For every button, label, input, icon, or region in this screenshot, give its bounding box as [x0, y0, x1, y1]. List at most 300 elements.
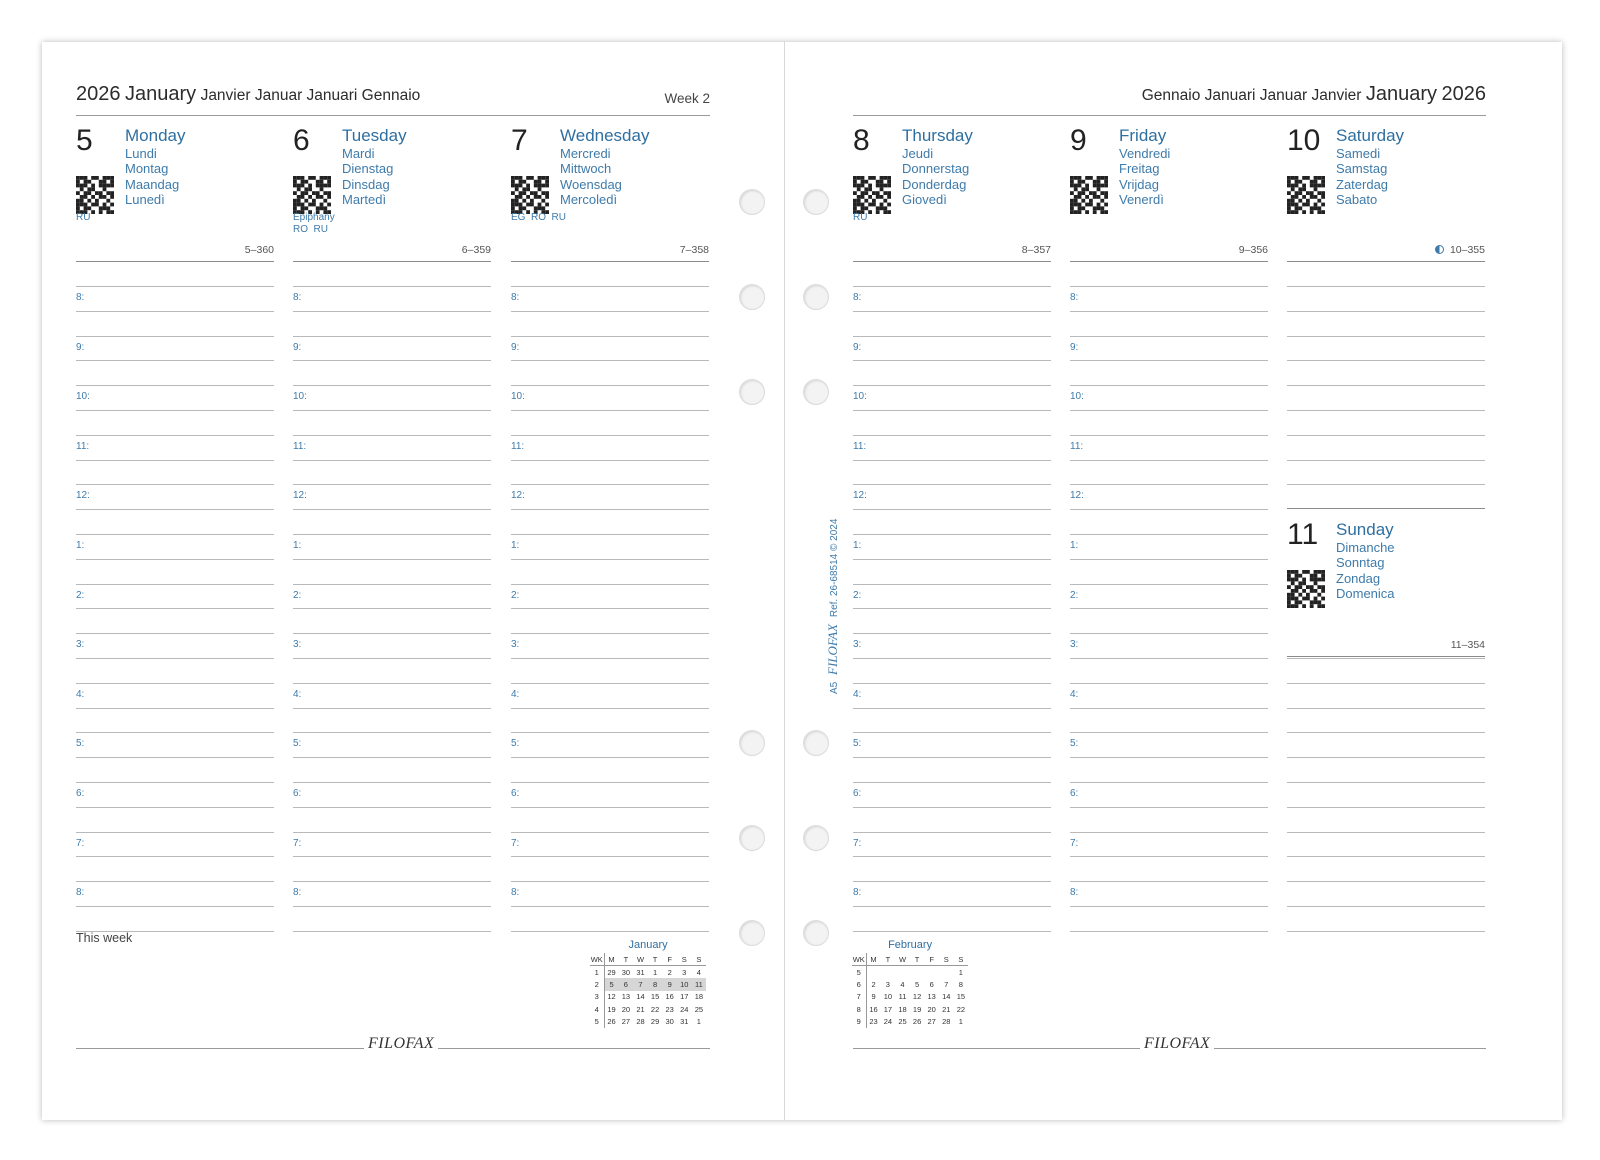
- hour-label: 12:: [76, 490, 90, 501]
- ruled-line: [76, 534, 274, 535]
- day-number: 10: [1287, 124, 1321, 157]
- mini-calendar-week-row: [590, 1003, 706, 1016]
- ruled-line: [76, 856, 274, 857]
- weekday-header: M: [866, 953, 881, 966]
- left-page-header: [76, 82, 710, 116]
- hour-label: 12:: [1070, 490, 1084, 501]
- ruled-line: [1287, 460, 1485, 461]
- ruled-line: [853, 534, 1051, 535]
- hour-label: 3:: [76, 639, 85, 650]
- ruled-line: [853, 856, 1051, 857]
- ruled-line: [1070, 435, 1268, 436]
- hour-label: 5:: [293, 738, 302, 749]
- date-cell: 30: [621, 967, 631, 977]
- ruled-line: [293, 385, 491, 386]
- ruled-line: [511, 683, 709, 684]
- week-number: Week 2: [664, 91, 710, 106]
- ruled-line: [293, 360, 491, 361]
- ruled-line: [511, 286, 709, 287]
- weekday-header: F: [662, 953, 677, 966]
- ruled-line: [293, 856, 491, 857]
- ruled-line: [511, 460, 709, 461]
- day-of-year-value: 10–355: [1449, 244, 1485, 256]
- ruled-line: [293, 881, 491, 882]
- date-cell: 18: [898, 1004, 907, 1014]
- day-of-year: [1287, 244, 1485, 256]
- ruled-line: [511, 336, 709, 337]
- ruled-line: [511, 807, 709, 808]
- spine-reference: [825, 519, 841, 694]
- hour-label: 7:: [1070, 838, 1079, 849]
- ruled-line: [853, 881, 1051, 882]
- ruled-line: [511, 757, 709, 758]
- day-header: [293, 126, 491, 226]
- hour-label: 11:: [1070, 441, 1084, 452]
- ruled-line: [76, 683, 274, 684]
- week-number-cell: 6: [852, 978, 866, 991]
- ruled-line: [76, 410, 274, 411]
- ruled-line: [511, 931, 709, 932]
- date-cell: [939, 966, 954, 979]
- day-number: 7: [511, 124, 528, 157]
- date-cell: 30: [665, 1017, 674, 1027]
- day-name-translations: [1119, 146, 1170, 208]
- ruled-line: [1070, 906, 1268, 907]
- hour-label: 5:: [1070, 738, 1079, 749]
- day-of-year-value: 6–359: [461, 244, 491, 256]
- weekday-header: W: [633, 953, 648, 966]
- mini-calendar-header-row: [852, 953, 968, 966]
- binder-hole: [739, 920, 765, 946]
- date-cell: 15: [956, 992, 966, 1002]
- date-cell: 2: [667, 967, 672, 977]
- ruled-line: [853, 658, 1051, 659]
- date-cell: 22: [650, 1004, 660, 1014]
- left-month-translations: Janvier Januar Januari Gennaio: [200, 87, 421, 104]
- hour-label: 6:: [1070, 788, 1079, 799]
- right-month-heading: [1142, 83, 1486, 106]
- ruled-line: [293, 807, 491, 808]
- hour-label: 9:: [853, 342, 862, 353]
- date-cell: 1: [958, 967, 963, 977]
- date-cell: 14: [942, 992, 951, 1002]
- week-number-cell: 5: [852, 966, 866, 979]
- ruled-line: [853, 931, 1051, 932]
- date-cell: 2: [871, 979, 876, 989]
- ruled-line: [76, 807, 274, 808]
- right-page-header: [853, 82, 1486, 116]
- day-name: Thursday: [902, 126, 973, 145]
- date-cell: 16: [869, 1004, 878, 1014]
- weekday-header: T: [910, 953, 925, 966]
- date-cell: 11: [898, 992, 907, 1002]
- day-name-translations: [1336, 540, 1395, 602]
- day-translation: Vendredi: [1119, 146, 1171, 161]
- date-cell: 9: [662, 978, 677, 991]
- week-number-cell: 1: [590, 966, 604, 979]
- ruled-line: [511, 906, 709, 907]
- day-header: [1070, 126, 1268, 226]
- day-divider: [1070, 261, 1268, 262]
- hour-label: 8:: [76, 887, 85, 898]
- binder-hole: [739, 379, 765, 405]
- binder-hole: [803, 189, 829, 215]
- ruled-line: [76, 336, 274, 337]
- ruled-line: [1287, 881, 1485, 882]
- ruled-line: [1287, 782, 1485, 783]
- ruled-line: [1070, 757, 1268, 758]
- day-number: 11: [1287, 518, 1319, 551]
- hour-label: 1:: [293, 540, 302, 551]
- day-translation: Maandag: [125, 176, 180, 192]
- ruled-line: [1287, 732, 1485, 733]
- date-cell: 7: [944, 979, 949, 989]
- week-number-cell: 5: [590, 1016, 604, 1029]
- day-divider: [293, 261, 491, 262]
- mini-calendar-week-row: [852, 1003, 968, 1016]
- ruled-line: [853, 832, 1051, 833]
- right-month: January: [1365, 83, 1438, 105]
- week-number-cell: 8: [852, 1003, 866, 1016]
- mini-calendar-week-row: [852, 978, 968, 991]
- ruled-line: [293, 484, 491, 485]
- date-cell: 16: [665, 992, 674, 1002]
- ruled-line: [853, 435, 1051, 436]
- ruled-line: [1070, 559, 1268, 560]
- hour-label: 10:: [76, 391, 90, 402]
- left-month-heading: [76, 83, 420, 106]
- day-translation: Sonntag: [1336, 555, 1385, 571]
- day-name: Friday: [1119, 126, 1167, 145]
- day-translation: Zondag: [1336, 570, 1381, 586]
- mini-calendar-week-row: [852, 1016, 968, 1029]
- moon-phase-icon: [1435, 245, 1444, 254]
- left-year: 2026: [76, 83, 121, 105]
- hour-label: 8:: [511, 887, 520, 898]
- ruled-line: [853, 584, 1051, 585]
- ruled-line: [76, 559, 274, 560]
- day-of-year-value: 7–358: [679, 244, 709, 256]
- date-cell: 27: [927, 1017, 936, 1027]
- day-translation: Dimanche: [1336, 540, 1395, 555]
- ruled-line: [293, 534, 491, 535]
- ruled-line: [853, 633, 1051, 634]
- weekday-header: T: [619, 953, 634, 966]
- hour-label: 7:: [293, 838, 302, 849]
- ruled-line: [293, 633, 491, 634]
- day-translation: Montag: [125, 161, 169, 177]
- ruled-line: [511, 410, 709, 411]
- hour-label: 10:: [511, 391, 525, 402]
- ruled-line: [1070, 881, 1268, 882]
- ruled-line: [76, 484, 274, 485]
- date-cell: 10: [883, 992, 893, 1002]
- ruled-line: [293, 683, 491, 684]
- hour-label: 4:: [293, 689, 302, 700]
- week-number-cell: 7: [852, 991, 866, 1004]
- day-name: Saturday: [1336, 126, 1405, 145]
- day-translation: Zaterdag: [1336, 176, 1389, 192]
- day-translation: Lundi: [125, 146, 157, 161]
- day-name-translations: [125, 146, 179, 208]
- hour-label: 4:: [76, 689, 85, 700]
- date-cell: 24: [680, 1004, 689, 1014]
- date-cell: 26: [912, 1017, 922, 1027]
- date-cell: 28: [636, 1017, 645, 1027]
- day-translation: Woensdag: [560, 176, 622, 192]
- binder-hole: [739, 284, 765, 310]
- day-header: [511, 126, 709, 226]
- day-translation: Dienstag: [342, 161, 394, 177]
- date-cell: 7: [633, 978, 648, 991]
- hour-label: 3:: [1070, 639, 1079, 650]
- date-cell: 19: [912, 1004, 922, 1014]
- day-translation: Mardi: [342, 146, 375, 161]
- day-translation: Venerdì: [1119, 192, 1164, 208]
- hour-label: 8:: [853, 292, 862, 303]
- hour-label: 2:: [293, 590, 302, 601]
- ruled-line: [1070, 360, 1268, 361]
- ruled-line: [1287, 410, 1485, 411]
- ruled-line: [76, 608, 274, 609]
- day-translation: Domenica: [1336, 586, 1395, 602]
- ruled-line: [1070, 807, 1268, 808]
- spine-logo: FILOFAX: [825, 623, 840, 675]
- day-name-translations: [902, 146, 969, 208]
- day-divider: [1287, 261, 1485, 262]
- ruled-line: [511, 584, 709, 585]
- date-cell: 1: [958, 1017, 963, 1027]
- day-name-translations: [342, 146, 393, 208]
- hour-label: 7:: [511, 838, 520, 849]
- ruled-line: [1287, 856, 1485, 857]
- hour-label: 8:: [853, 887, 862, 898]
- ruled-line: [1287, 807, 1485, 808]
- hour-label: 9:: [293, 342, 302, 353]
- ruled-line: [1070, 385, 1268, 386]
- date-cell: 6: [929, 979, 934, 989]
- ruled-line: [511, 633, 709, 634]
- day-divider: [853, 261, 1051, 262]
- ruled-line: [1070, 286, 1268, 287]
- hour-label: 8:: [1070, 292, 1079, 303]
- day-name-translations: [560, 146, 622, 208]
- ruled-line: [853, 360, 1051, 361]
- ruled-line: [511, 782, 709, 783]
- ruled-line: [511, 534, 709, 535]
- date-cell: 18: [694, 992, 704, 1002]
- week-number-cell: 4: [590, 1003, 604, 1016]
- ruled-line: [1070, 534, 1268, 535]
- mini-calendar-february: [852, 939, 968, 1028]
- weekday-header: T: [881, 953, 896, 966]
- date-cell: 4: [900, 979, 905, 989]
- ruled-line: [76, 881, 274, 882]
- ruled-line: [1070, 856, 1268, 857]
- mini-calendar-week-row: [590, 978, 706, 991]
- left-brand-logo: FILOFAX: [364, 1035, 438, 1053]
- ruled-line: [1070, 708, 1268, 709]
- ruled-line: [1070, 608, 1268, 609]
- date-cell: 12: [607, 992, 616, 1002]
- weekday-header: S: [692, 953, 707, 966]
- ruled-line: [293, 509, 491, 510]
- ruled-line: [1070, 410, 1268, 411]
- day-number: 5: [76, 124, 93, 157]
- day-translation: Mittwoch: [560, 161, 612, 177]
- ruled-line: [853, 807, 1051, 808]
- ruled-line: [76, 509, 274, 510]
- hour-label: 3:: [511, 639, 520, 650]
- ruled-line: [853, 683, 1051, 684]
- qr-code-icon: [76, 176, 114, 214]
- day-name: Wednesday: [560, 126, 650, 145]
- ruled-line: [853, 906, 1051, 907]
- ruled-line: [853, 311, 1051, 312]
- day-header: [1287, 520, 1485, 620]
- qr-code-icon: [1287, 570, 1325, 608]
- date-cell: 19: [607, 1004, 616, 1014]
- hour-label: 8:: [1070, 887, 1079, 898]
- date-cell: 4: [696, 967, 701, 977]
- qr-code-icon: [1070, 176, 1108, 214]
- ruled-line: [1287, 906, 1485, 907]
- hour-label: 6:: [511, 788, 520, 799]
- day-name: Monday: [125, 126, 186, 145]
- date-cell: 1: [652, 967, 658, 977]
- date-cell: 31: [636, 967, 645, 977]
- day-translation: Martedì: [342, 192, 387, 208]
- day-of-year: [853, 244, 1051, 256]
- ruled-line: [853, 336, 1051, 337]
- weekday-header: WK: [590, 954, 603, 964]
- date-cell: 23: [665, 1004, 674, 1014]
- mini-calendar-week-row: [590, 966, 706, 979]
- day-translation: Donnerstag: [902, 161, 970, 177]
- date-cell: 20: [927, 1004, 936, 1014]
- ruled-line: [853, 484, 1051, 485]
- date-cell: 5: [604, 978, 619, 991]
- day-translation: Lunedì: [125, 192, 165, 208]
- hour-label: 4:: [1070, 689, 1079, 700]
- ruled-line: [511, 559, 709, 560]
- ruled-line: [1287, 360, 1485, 361]
- date-cell: [895, 966, 910, 979]
- hour-label: 3:: [293, 639, 302, 650]
- date-cell: 13: [621, 992, 631, 1002]
- ruled-line: [293, 708, 491, 709]
- hour-label: 4:: [853, 689, 862, 700]
- right-month-translations: Gennaio Januari Januar Janvier: [1141, 87, 1362, 104]
- ruled-line: [511, 708, 709, 709]
- day-header: [76, 126, 274, 226]
- ruled-line: [511, 311, 709, 312]
- binder-hole: [739, 730, 765, 756]
- weekday-header: M: [604, 953, 619, 966]
- ruled-line: [293, 286, 491, 287]
- ruled-line: [293, 832, 491, 833]
- ruled-line: [1287, 708, 1485, 709]
- ruled-line: [511, 881, 709, 882]
- date-cell: 3: [682, 967, 687, 977]
- ruled-line: [853, 385, 1051, 386]
- hour-label: 12:: [293, 490, 307, 501]
- date-cell: 24: [883, 1017, 893, 1027]
- date-cell: 25: [898, 1017, 907, 1027]
- date-cell: 20: [621, 1004, 631, 1014]
- spine-size: A5: [829, 681, 840, 694]
- hour-label: 2:: [1070, 590, 1079, 601]
- hour-label: 3:: [853, 639, 862, 650]
- binder-hole: [803, 379, 829, 405]
- hour-label: 8:: [511, 292, 520, 303]
- day-of-year: 11–354: [1450, 639, 1485, 651]
- this-week-label: This week: [76, 931, 133, 945]
- hour-label: 11:: [511, 441, 525, 452]
- ruled-line: [293, 757, 491, 758]
- date-cell: 6: [619, 978, 634, 991]
- ruled-line: [511, 484, 709, 485]
- ruled-line: [1287, 832, 1485, 833]
- date-cell: 15: [650, 992, 660, 1002]
- hour-label: 9:: [76, 342, 85, 353]
- ruled-line: [1070, 584, 1268, 585]
- ruled-line: [511, 732, 709, 733]
- date-cell: [910, 966, 925, 979]
- weekday-header: T: [648, 953, 663, 966]
- week-number-cell: 2: [590, 978, 604, 991]
- day-translation: Jeudi: [902, 146, 934, 161]
- ruled-line: [76, 385, 274, 386]
- ruled-line: [293, 559, 491, 560]
- ruled-line: [1070, 931, 1268, 932]
- qr-code-icon: [853, 176, 891, 214]
- ruled-line: [76, 906, 274, 907]
- date-cell: [924, 966, 939, 979]
- ruled-line: [511, 658, 709, 659]
- ruled-line: [1070, 658, 1268, 659]
- hour-label: 5:: [853, 738, 862, 749]
- date-cell: 21: [942, 1004, 951, 1014]
- date-cell: 21: [636, 1004, 645, 1014]
- binder-hole: [739, 189, 765, 215]
- day-translation: Sabato: [1336, 192, 1378, 208]
- date-cell: 29: [650, 1017, 660, 1027]
- ruled-line: [853, 608, 1051, 609]
- ruled-line: [1070, 336, 1268, 337]
- mini-calendar-week-row: [590, 1016, 706, 1029]
- binder-hole: [739, 825, 765, 851]
- ruled-line: [1070, 460, 1268, 461]
- date-cell: 13: [927, 992, 936, 1002]
- ruled-line: [293, 410, 491, 411]
- ruled-line: [853, 460, 1051, 461]
- ruled-line: [511, 608, 709, 609]
- ruled-line: [293, 460, 491, 461]
- ruled-line: [1287, 311, 1485, 312]
- ruled-line: [1287, 683, 1485, 684]
- mini-calendar-week-row: [590, 991, 706, 1004]
- day-translation: Samedi: [1336, 146, 1381, 161]
- ruled-line: [853, 757, 1051, 758]
- hour-label: 10:: [853, 391, 867, 402]
- ruled-line: [76, 757, 274, 758]
- ruled-line: [76, 460, 274, 461]
- ruled-line: [1287, 658, 1485, 659]
- mini-calendar-grid: [590, 953, 706, 1028]
- hour-label: 1:: [76, 540, 85, 551]
- day-translation: Samstag: [1336, 161, 1388, 177]
